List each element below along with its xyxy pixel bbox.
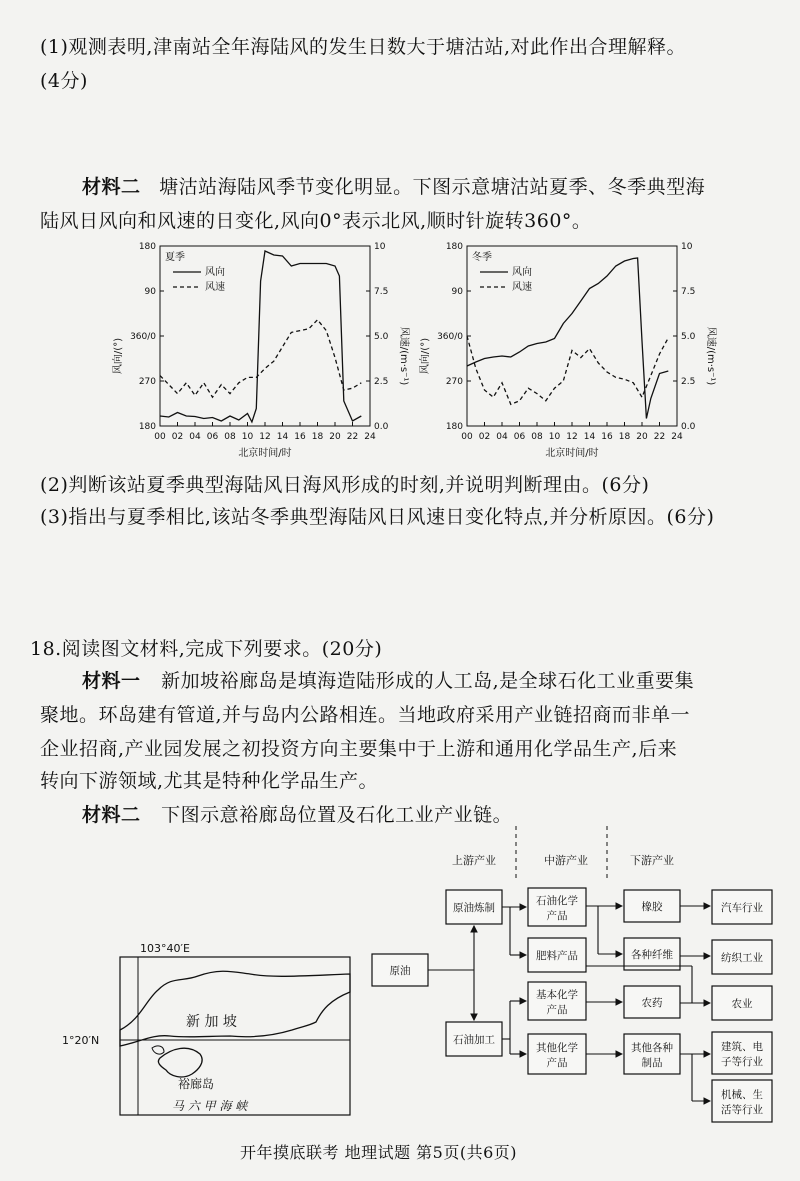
summer-y-right-label: 风速/(m·s⁻¹) [398, 326, 409, 386]
summer-y-left-tick-label: 360/0 [130, 332, 156, 342]
summer-speed-series [160, 320, 361, 397]
summer-x-tick-label: 24 [364, 432, 376, 442]
summer-x-tick-label: 16 [294, 432, 306, 442]
winter-y-right-tick-label: 2.5 [681, 377, 696, 387]
winter-wind-chart [412, 236, 716, 461]
material-2b-text: 下图示意裕廊岛位置及石化工业产业链。 [161, 804, 513, 826]
summer-label: 夏季 [165, 252, 185, 263]
auto-label: 汽车行业 [721, 902, 763, 914]
summer-legend-direction: 风向 [205, 267, 225, 278]
singapore-island-outline [120, 971, 350, 1046]
winter-x-tick-label: 00 [461, 432, 473, 442]
summer-x-tick-label: 14 [276, 432, 289, 442]
material-1-line-2: 聚地。环岛建有管道,并与岛内公路相连。当地政府采用产业链招商而非单一 [40, 704, 691, 726]
summer-x-tick-label: 04 [189, 432, 201, 442]
basic-chem-label-1: 基本化学 [536, 989, 578, 1001]
winter-x-tick-label: 16 [601, 432, 613, 442]
question-2: (2)判断该站夏季典型海陆风日海风形成的时刻,并说明判断理由。(6分) [40, 474, 650, 496]
winter-ticks [437, 242, 696, 442]
material-2-text: 塘沽站海陆风季节变化明显。下图示意塘沽站夏季、冬季典型海 [159, 176, 706, 198]
downstream-header: 下游产业 [630, 854, 674, 867]
winter-direction-series [467, 258, 668, 419]
winter-legend-speed: 风速 [512, 282, 532, 293]
winter-legend-direction: 风向 [512, 267, 532, 278]
summer-y-left-label: 风向/(°) [113, 337, 124, 375]
summer-wind-chart [105, 236, 409, 461]
material-1-text: 新加坡裕廊岛是填海造陆形成的人工岛,是全球石化工业重要集 [161, 670, 695, 692]
petro-chem-label-2: 产品 [546, 910, 568, 922]
upstream-header: 上游产业 [452, 854, 496, 867]
summer-y-right-tick-label: 2.5 [374, 377, 389, 387]
summer-x-tick-label: 20 [329, 432, 341, 442]
agriculture-label: 农业 [731, 998, 753, 1010]
material-2b-label: 材料二 [82, 804, 141, 826]
winter-x-tick-label: 20 [636, 432, 648, 442]
small-islet-outline [152, 1046, 164, 1054]
question-1-line-2: (4分) [40, 70, 88, 92]
summer-y-right-tick-label: 7.5 [374, 287, 389, 297]
winter-x-tick-label: 08 [531, 432, 543, 442]
winter-x-tick-label: 12 [566, 432, 578, 442]
winter-y-left-label: 风向/(°) [420, 337, 431, 375]
material-2-intro-line-2: 陆风日风向和风速的日变化,风向0°表示北风,顺时针旋转360°。 [40, 210, 592, 232]
summer-ticks [130, 242, 389, 442]
pesticide-label: 农药 [641, 997, 663, 1009]
other-products-label-2: 制品 [641, 1057, 663, 1069]
winter-y-right-tick-label: 0.0 [681, 422, 696, 432]
winter-y-right-tick-label: 7.5 [681, 287, 696, 297]
fertilizer-label: 肥料产品 [536, 950, 578, 962]
jurong-island-outline [158, 1048, 202, 1077]
winter-y-left-tick-label: 180 [445, 242, 463, 252]
winter-y-left-tick-label: 90 [451, 287, 463, 297]
winter-y-right-tick-label: 5.0 [681, 332, 696, 342]
summer-y-left-tick-label: 180 [138, 242, 156, 252]
winter-x-tick-label: 10 [548, 432, 561, 442]
summer-y-right-tick-label: 5.0 [374, 332, 389, 342]
summer-x-tick-label: 06 [206, 432, 219, 442]
fibers-label: 各种纤维 [631, 949, 673, 961]
winter-y-left-tick-label: 360/0 [437, 332, 463, 342]
winter-x-label: 北京时间/时 [545, 448, 599, 459]
summer-legend-speed: 风速 [205, 282, 225, 293]
summer-y-left-tick-label: 90 [144, 287, 156, 297]
machinery-label-1: 机械、生 [721, 1089, 763, 1101]
basic-chem-label-2: 产品 [546, 1004, 568, 1016]
industry-chain-flowchart [370, 826, 780, 1126]
winter-x-tick-label: 14 [583, 432, 596, 442]
midstream-header: 中游产业 [544, 854, 588, 867]
summer-y-left-tick-label: 270 [138, 377, 156, 387]
material-2-label: 材料二 [82, 176, 141, 198]
material-2-intro-line-1 [82, 172, 705, 199]
winter-x-tick-label: 06 [513, 432, 526, 442]
summer-x-tick-label: 02 [171, 432, 184, 442]
material-2b-line [82, 800, 512, 827]
winter-y-right-label: 风速/(m·s⁻¹) [705, 326, 716, 386]
processing-label: 石油加工 [453, 1034, 495, 1046]
other-chem-label-1: 其他化学 [536, 1042, 578, 1054]
summer-y-left-tick-label: 180 [138, 422, 156, 432]
summer-x-tick-label: 10 [241, 432, 254, 442]
summer-x-tick-label: 08 [224, 432, 236, 442]
map-singapore-label: 新 加 坡 [186, 1014, 237, 1030]
material-1-line-1 [82, 666, 694, 693]
material-1-line-4: 转向下游领域,尤其是特种化学品生产。 [40, 770, 379, 792]
question-3: (3)指出与夏季相比,该站冬季典型海陆风日风速日变化特点,并分析原因。(6分) [40, 506, 715, 528]
map-latitude-label: 1°20′N [62, 1034, 100, 1047]
winter-x-tick-label: 18 [618, 432, 631, 442]
summer-x-tick-label: 22 [346, 432, 359, 442]
material-1-line-3: 企业招商,产业园发展之初投资方向主要集中于上游和通用化学品生产,后来 [40, 738, 678, 760]
question-1-line-1: (1)观测表明,津南站全年海陆风的发生日数大于塘沽站,对此作出合理解释。 [40, 36, 686, 58]
jurong-location-map [60, 930, 360, 1120]
refining-label: 原油炼制 [453, 902, 495, 914]
winter-y-left-tick-label: 270 [445, 377, 463, 387]
construction-label-1: 建筑、电 [721, 1041, 763, 1053]
summer-y-right-tick-label: 10 [374, 242, 386, 252]
winter-speed-series [467, 336, 668, 404]
other-chem-label-2: 产品 [546, 1057, 568, 1069]
rubber-label: 橡胶 [641, 901, 663, 913]
construction-label-2: 子等行业 [721, 1056, 763, 1068]
winter-label: 冬季 [472, 252, 492, 263]
summer-x-label: 北京时间/时 [238, 448, 292, 459]
summer-x-tick-label: 12 [259, 432, 271, 442]
winter-y-left-tick-label: 180 [445, 422, 463, 432]
other-products-label-1: 其他各种 [631, 1042, 673, 1054]
winter-x-tick-label: 02 [478, 432, 491, 442]
summer-x-tick-label: 18 [311, 432, 324, 442]
winter-x-tick-label: 22 [653, 432, 666, 442]
map-strait-label: 马 六 甲 海 峡 [172, 1099, 248, 1113]
textile-label: 纺织工业 [721, 952, 763, 964]
crude-oil-label: 原油 [389, 965, 411, 977]
machinery-label-2: 活等行业 [721, 1104, 763, 1116]
winter-y-right-tick-label: 10 [681, 242, 693, 252]
petro-chem-label-1: 石油化学 [536, 895, 578, 907]
page-footer: 开年摸底联考 地理试题 第5页(共6页) [240, 1143, 518, 1162]
summer-direction-series [160, 251, 361, 422]
material-1-label: 材料一 [82, 670, 141, 692]
winter-x-tick-label: 24 [671, 432, 683, 442]
map-jurong-label: 裕廊岛 [178, 1077, 215, 1091]
map-longitude-label: 103°40′E [140, 942, 190, 955]
winter-x-tick-label: 04 [496, 432, 508, 442]
summer-y-right-tick-label: 0.0 [374, 422, 389, 432]
summer-x-tick-label: 00 [154, 432, 166, 442]
question-18-title: 18.阅读图文材料,完成下列要求。(20分) [30, 638, 383, 660]
